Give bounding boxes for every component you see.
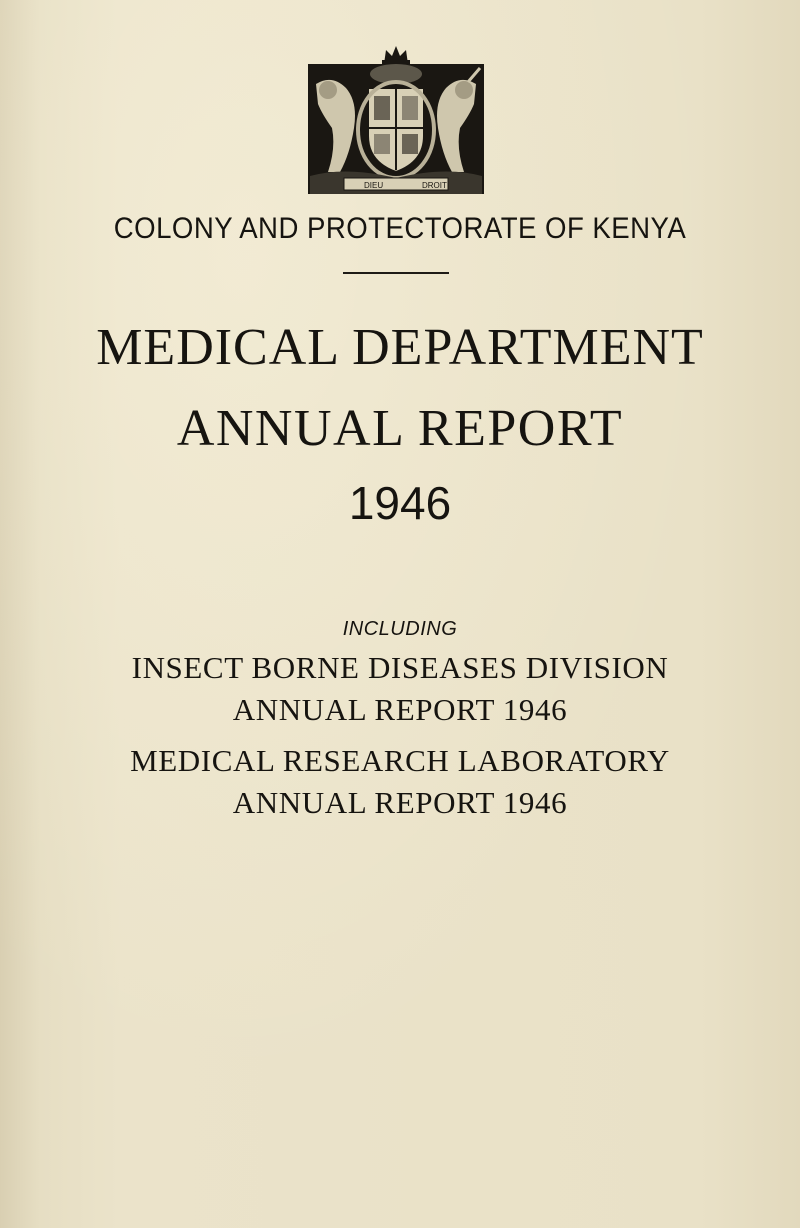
royal-coat-of-arms-icon	[306, 44, 486, 196]
report-year: 1946	[348, 477, 452, 529]
included-report-line: INSECT BORNE DISEASES DIVISION	[131, 650, 669, 685]
colony-title: COLONY AND PROTECTORATE OF KENYA	[113, 212, 687, 245]
title-divider	[343, 272, 449, 274]
report-title: ANNUAL REPORT	[176, 400, 624, 457]
included-report-line: MEDICAL RESEARCH LABORATORY	[130, 743, 670, 778]
included-report-line: ANNUAL REPORT 1946	[232, 692, 568, 727]
included-report-line: ANNUAL REPORT 1946	[232, 785, 568, 820]
motto-right: DROIT	[422, 181, 447, 190]
motto-left: DIEU	[364, 181, 384, 190]
including-label: INCLUDING	[342, 618, 458, 640]
department-title: MEDICAL DEPARTMENT	[96, 319, 704, 376]
